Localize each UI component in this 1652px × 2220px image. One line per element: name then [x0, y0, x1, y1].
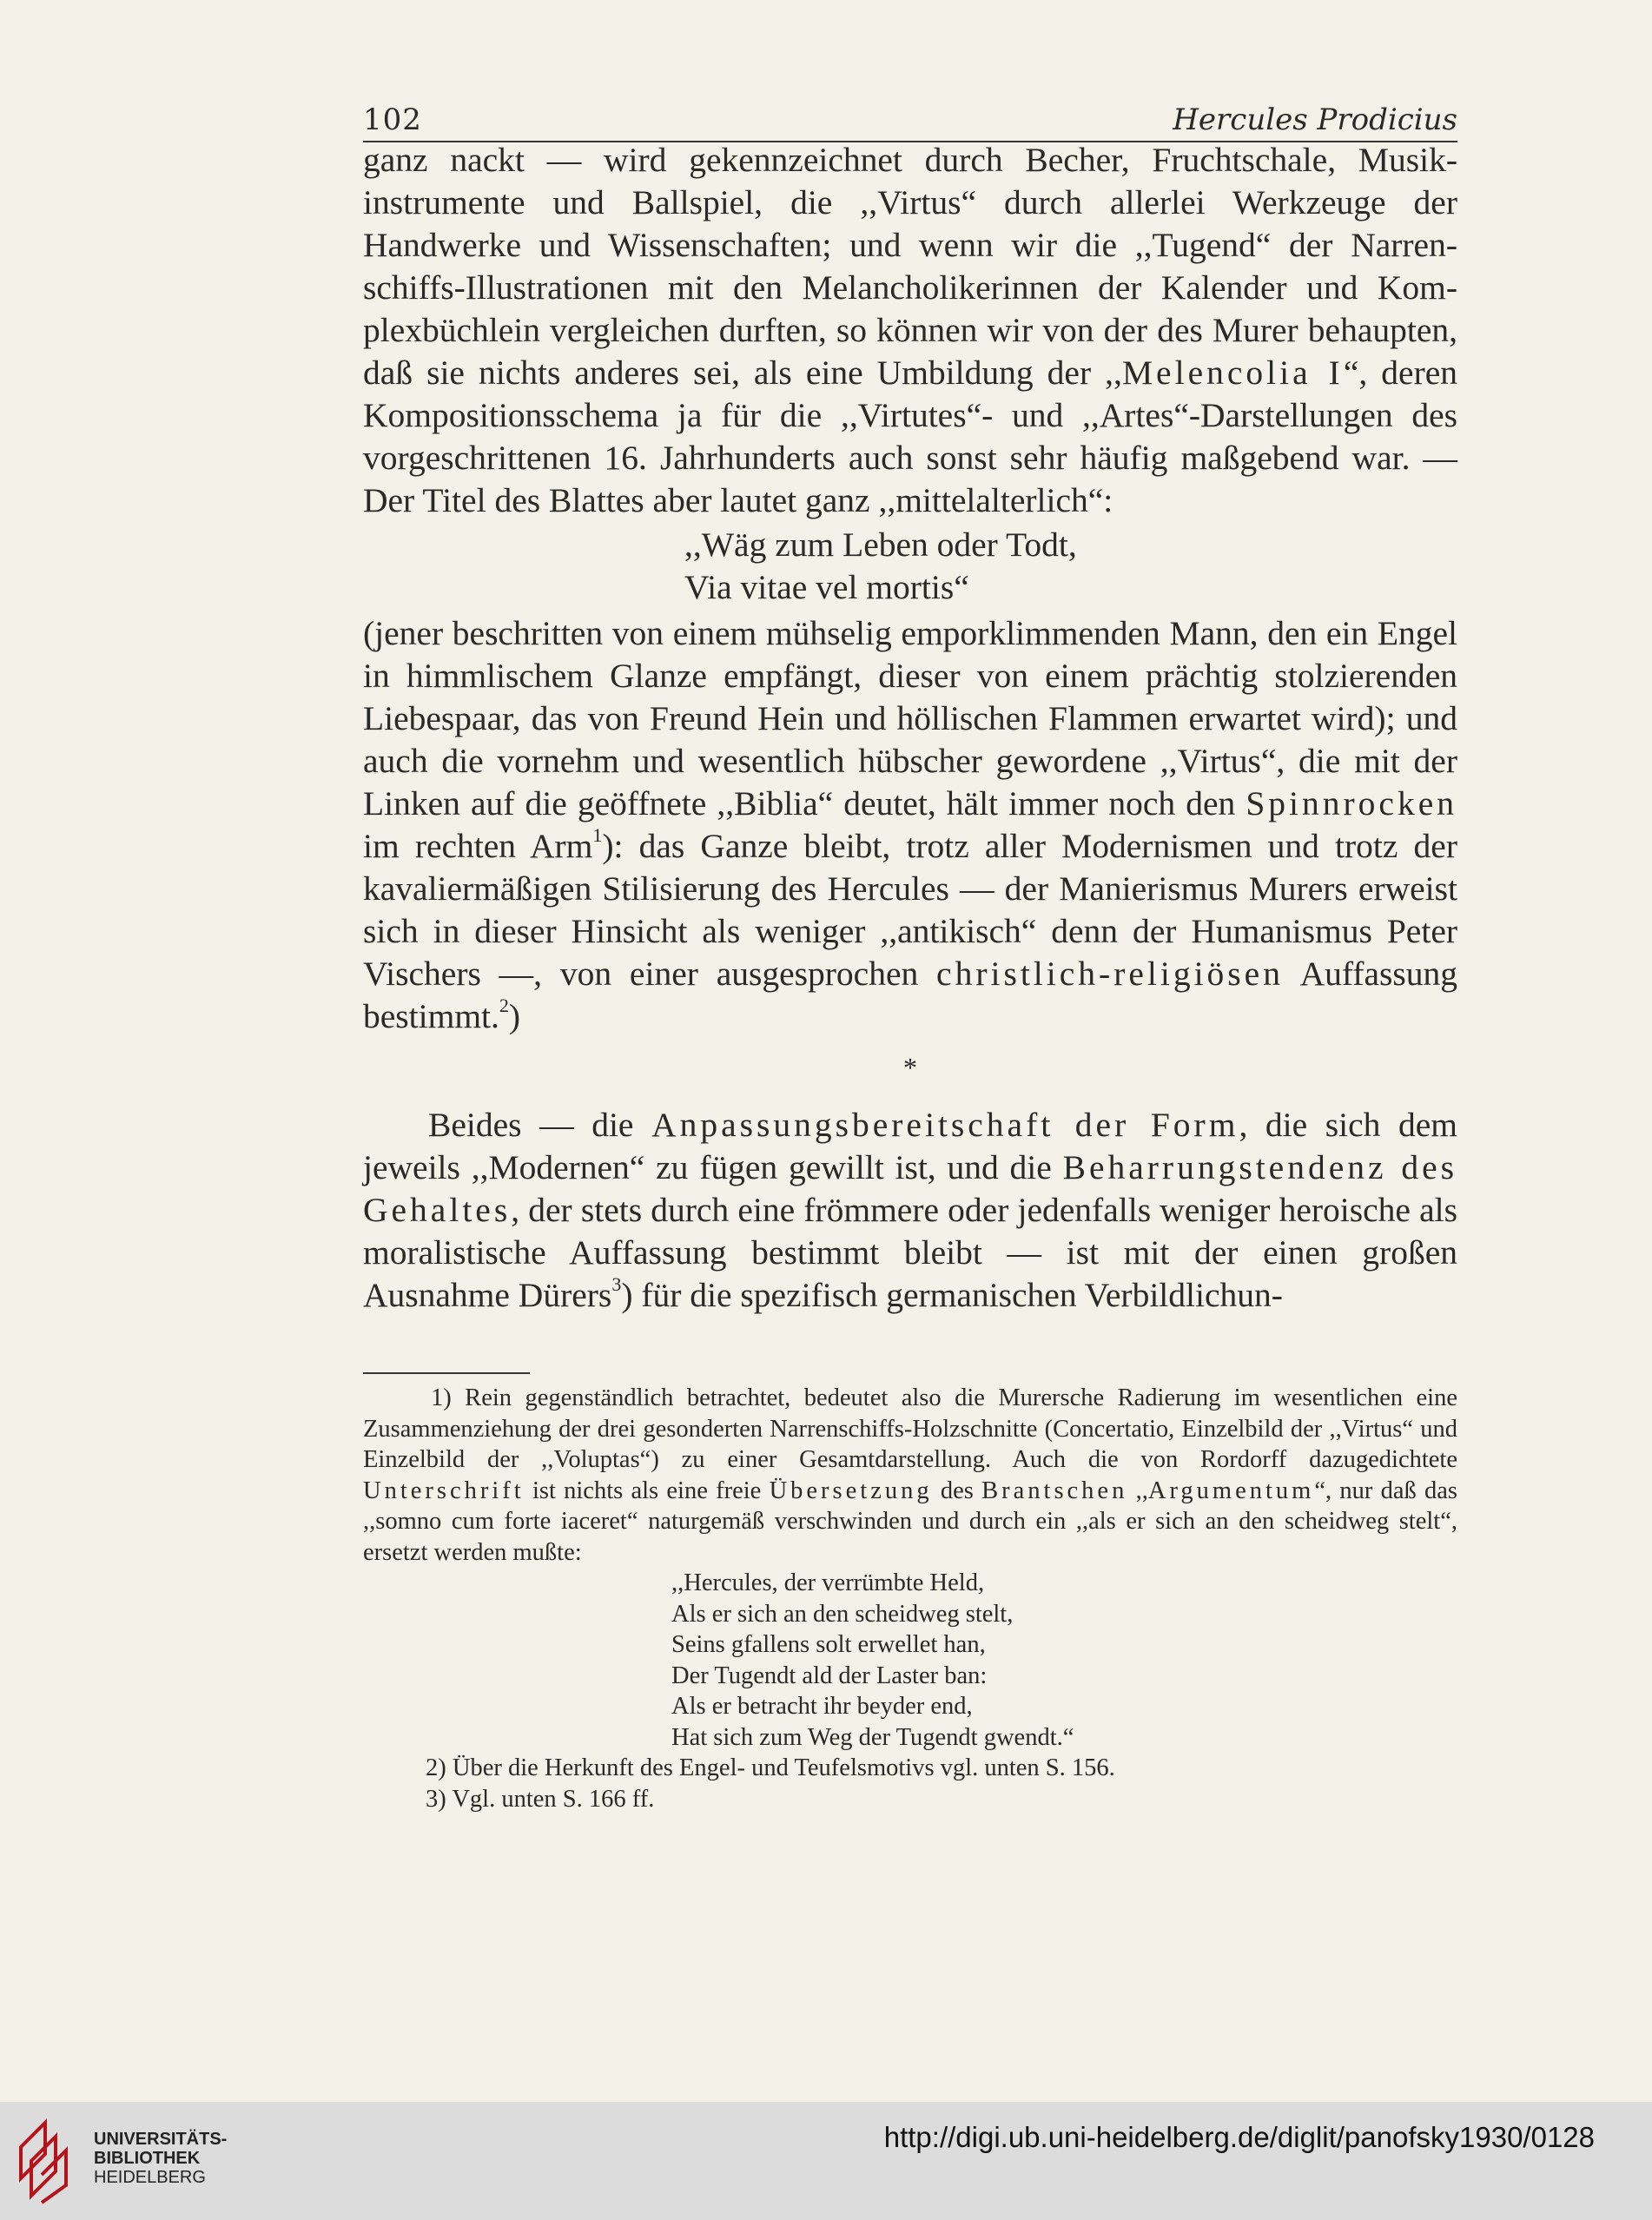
- verse-line: Via vitae vel mortis“: [684, 568, 969, 606]
- verse-line: Der Tugendt ald der Laster ban:: [671, 1662, 988, 1689]
- running-title: Hercules Prodicius: [1173, 102, 1457, 137]
- paragraph-3: [363, 1104, 1457, 1317]
- spaced-text: christlich-religiösen: [936, 955, 1284, 993]
- verse-line: Hat sich zum Weg der Tugendt gwendt.“: [671, 1723, 1074, 1751]
- verse-line: Seins gfallens solt erwellet han,: [671, 1631, 986, 1658]
- text-span: “, nur daß das ,,somno cum forte iaceret“ naturgemäß verschwinden und durch ein ,,als er sich an den scheidweg stelt“, ersetzt werden mußte:: [363, 1477, 1458, 1566]
- section-divider: *: [903, 1052, 917, 1083]
- paragraph-1: [363, 139, 1457, 522]
- library-logo-icon: [16, 2116, 85, 2206]
- footnotes: [363, 1383, 1457, 1814]
- library-name-line: BIBLIOTHEK: [94, 2149, 201, 2168]
- text-span: ): [508, 997, 521, 1035]
- text-span: , der stets durch eine frömmere oder jedenfalls weniger heroische als moralistische Auffassung bestimmt bleibt — ist mit der einen großen Ausnahme Dürers: [363, 1191, 1457, 1314]
- footnote-3: 3) Vgl. unten S. 166 ff.: [426, 1785, 655, 1813]
- spaced-text: Unterschrift: [363, 1477, 525, 1504]
- text-span: Beides — die: [428, 1106, 652, 1144]
- footnote-ref[interactable]: 3: [611, 1272, 622, 1295]
- spaced-text: Brantschen: [981, 1477, 1128, 1504]
- text-span: , die sich dem jeweils ,,Modernen“ zu fügen gewillt ist, und die: [363, 1106, 1458, 1186]
- spaced-text: Übersetzung: [769, 1477, 933, 1504]
- footnote-verse: [363, 1568, 1457, 1753]
- verse-line: ,,Hercules, der verrümbte Held,: [671, 1569, 985, 1596]
- spaced-text: Beharrungstendenz des Gehaltes: [363, 1148, 1457, 1229]
- library-name-line: UNIVERSITÄTS-: [94, 2130, 228, 2149]
- text-span: ,,: [1127, 1477, 1148, 1504]
- spaced-text: Argumentum: [1147, 1477, 1315, 1504]
- page-number: 102: [363, 102, 422, 137]
- viewer-footer: [0, 2102, 1652, 2220]
- footnote-1: [363, 1383, 1457, 1568]
- spaced-text: Melencolia I: [1121, 353, 1344, 392]
- text-span: ) für die spezifisch germanischen Verbildlichun-: [621, 1276, 1283, 1314]
- verse-line: Als er betracht ihr beyder end,: [671, 1693, 973, 1720]
- footnote-2: 2) Über die Herkunft des Engel- und Teufelsmotivs vgl. unten S. 156.: [426, 1754, 1115, 1781]
- footnote-ref[interactable]: 1: [592, 823, 603, 846]
- paragraph-2: [363, 612, 1457, 1038]
- spaced-text: Anpassungsbereitschaft der Form: [651, 1106, 1239, 1144]
- text-span: Auffassung bestimmt.: [363, 955, 1457, 1035]
- footnote-ref[interactable]: 2: [499, 994, 509, 1016]
- text-span: ganz nackt — wird gekennzeichnet durch Becher, Fruchtschale, Musikinstrumente und Ballspiel, die ,,Virtus“ durch allerlei Werkzeuge der Handwerke und Wissenschaften; und wenn wir die ,,Tugend“ der Narrenschiffs-Illustrationen mit den Melancholikerinnen der Kalender und Komplexbüchlein vergleichen durften, so können wir von der des Murer behaupten, daß sie nichts anderes sei, als eine Umbildung der ,,: [363, 141, 1457, 392]
- text-span: im rechten Arm: [363, 827, 593, 865]
- verse-line: Als er sich an den scheidweg stelt,: [671, 1600, 1014, 1628]
- library-name-line: HEIDELBERG: [94, 2168, 206, 2187]
- text-span: ): das Ganze bleibt, trotz aller Modernismen und trotz der kavaliermäßigen Stilisierung des Hercules — der Manierismus Murers erweist sich in dieser Hinsicht als weniger ,,antikisch“ denn der Humanismus Peter Vischers —, von einer ausgesprochen: [363, 827, 1457, 993]
- library-name: [94, 2130, 227, 2187]
- text-span: des: [932, 1477, 982, 1504]
- text-span: “, deren Kompositionsschema ja für die ,,Virtutes“- und ,,Artes“-Darstellungen des vorgeschrittenen 16. Jahrhunderts auch sonst sehr häufig maßgebend war. — Der Titel des Blattes aber lautet ganz ,,mittelalterlich“:: [363, 353, 1458, 519]
- text-span: ist nichts als eine freie: [524, 1477, 770, 1504]
- verse-line: ,,Wäg zum Leben oder Todt,: [684, 525, 1077, 564]
- permalink-url[interactable]: http://digi.ub.uni-heidelberg.de/diglit/panofsky1930/0128: [883, 2121, 1595, 2153]
- spaced-text: Spinnrocken: [1246, 784, 1457, 823]
- text-span: 1) Rein gegenständlich betrachtet, bedeutet also die Murersche Radierung im wesentlichen eine Zusammenziehung der drei gesonderten Narrenschiffs-Holzschnitte (Concertatio, Einzelbild der ,,Virtus“ und Einzelbild der ,,Voluptas“) zu einer Gesamtdarstellung. Auch die von Rordorff dazugedichtete: [363, 1384, 1457, 1473]
- footnote-rule: [363, 1372, 530, 1374]
- title-quote: [363, 524, 1457, 609]
- main-text: [363, 139, 1457, 1317]
- text-span: (jener beschritten von einem mühselig emporklimmenden Mann, den ein Engel in himmlischem Glanze empfängt, dieser von einem prächtig stolzierenden Liebespaar, das von Freund Hein und höllischen Flammen erwartet wird); und auch die vornehm und wesentlich hübscher gewordene ,,Virtus“, die mit der Linken auf die geöffnete ,,Biblia“ deutet, hält immer noch den: [363, 614, 1457, 823]
- page-header: [363, 97, 1457, 142]
